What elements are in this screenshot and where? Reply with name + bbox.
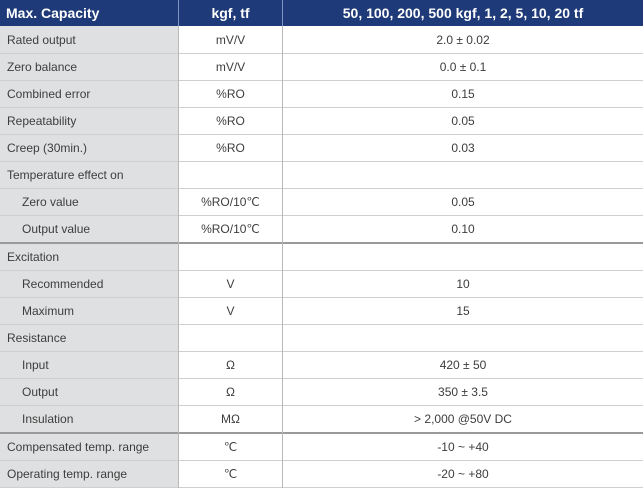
table-row xyxy=(0,324,643,351)
column-divider xyxy=(282,26,283,488)
row-unit: mV/V xyxy=(215,32,246,47)
row-value xyxy=(283,161,643,188)
table-row xyxy=(0,80,643,107)
row-value: 420 ± 50 xyxy=(439,357,487,372)
row-unit: ℃ xyxy=(223,466,238,481)
row-unit xyxy=(179,161,282,188)
row-label: Insulation xyxy=(22,411,74,426)
table-row xyxy=(0,26,643,53)
row-value: 10 xyxy=(456,276,470,291)
row-unit: MΩ xyxy=(221,411,240,426)
row-value: 0.10 xyxy=(451,221,475,236)
row-value xyxy=(283,324,643,351)
row-label: Maximum xyxy=(22,303,75,318)
header-value: 50, 100, 200, 500 kgf, 1, 2, 5, 10, 20 tf xyxy=(342,5,584,21)
row-label: Rated output xyxy=(7,32,76,47)
row-unit: mV/V xyxy=(215,59,246,74)
row-value: 0.03 xyxy=(451,140,475,155)
header-unit: kgf, tf xyxy=(211,5,250,21)
row-unit xyxy=(179,243,282,270)
row-unit: %RO/10℃ xyxy=(201,221,260,236)
table-row xyxy=(0,134,643,161)
row-unit: %RO xyxy=(216,113,245,128)
row-value: 350 ± 3.5 xyxy=(438,384,488,399)
row-label: Resistance xyxy=(7,330,67,345)
row-value: -10 ~ +40 xyxy=(437,439,489,454)
row-value: 0.05 xyxy=(451,113,475,128)
row-label: Zero value xyxy=(22,194,79,209)
table-row xyxy=(0,297,643,324)
row-value: 0.0 ± 0.1 xyxy=(439,59,487,74)
table-row xyxy=(0,243,643,270)
table-row xyxy=(0,351,643,378)
row-label: Output xyxy=(22,384,59,399)
table-row xyxy=(0,107,643,134)
row-value: 15 xyxy=(456,303,470,318)
row-unit: %RO xyxy=(216,86,245,101)
table-row xyxy=(0,433,643,460)
group-divider xyxy=(0,242,643,244)
row-value: 2.0 ± 0.02 xyxy=(436,32,490,47)
group-divider xyxy=(0,432,643,434)
table-row xyxy=(0,53,643,80)
row-label: Combined error xyxy=(7,86,91,101)
row-unit: %RO xyxy=(216,140,245,155)
row-label: Input xyxy=(22,357,49,372)
row-label: Output value xyxy=(22,221,91,236)
row-label: Operating temp. range xyxy=(7,466,128,481)
row-value: -20 ~ +80 xyxy=(437,466,489,481)
row-label: Compensated temp. range xyxy=(7,439,150,454)
table-row xyxy=(0,188,643,215)
row-unit: %RO/10℃ xyxy=(201,194,260,209)
row-label: Repeatability xyxy=(7,113,77,128)
row-value: 0.05 xyxy=(451,194,475,209)
row-unit xyxy=(179,324,282,351)
row-value: 0.15 xyxy=(451,86,475,101)
column-divider xyxy=(178,26,179,488)
row-unit: ℃ xyxy=(223,439,238,454)
header-parameter: Max. Capacity xyxy=(6,5,100,21)
row-unit: V xyxy=(226,276,235,291)
row-label: Temperature effect on xyxy=(7,167,124,182)
table-header xyxy=(0,0,643,26)
row-label: Recommended xyxy=(22,276,104,291)
row-value: > 2,000 @50V DC xyxy=(414,411,512,426)
row-label: Zero balance xyxy=(7,59,78,74)
row-label: Creep (30min.) xyxy=(7,140,88,155)
row-unit: Ω xyxy=(226,357,235,372)
row-unit: Ω xyxy=(226,384,235,399)
table-row xyxy=(0,215,643,242)
row-value xyxy=(283,243,643,270)
table-row xyxy=(0,378,643,405)
table-row xyxy=(0,270,643,297)
table-row xyxy=(0,161,643,188)
table-row xyxy=(0,405,643,432)
table-row xyxy=(0,460,643,487)
row-label: Excitation xyxy=(7,249,60,264)
row-unit: V xyxy=(226,303,235,318)
